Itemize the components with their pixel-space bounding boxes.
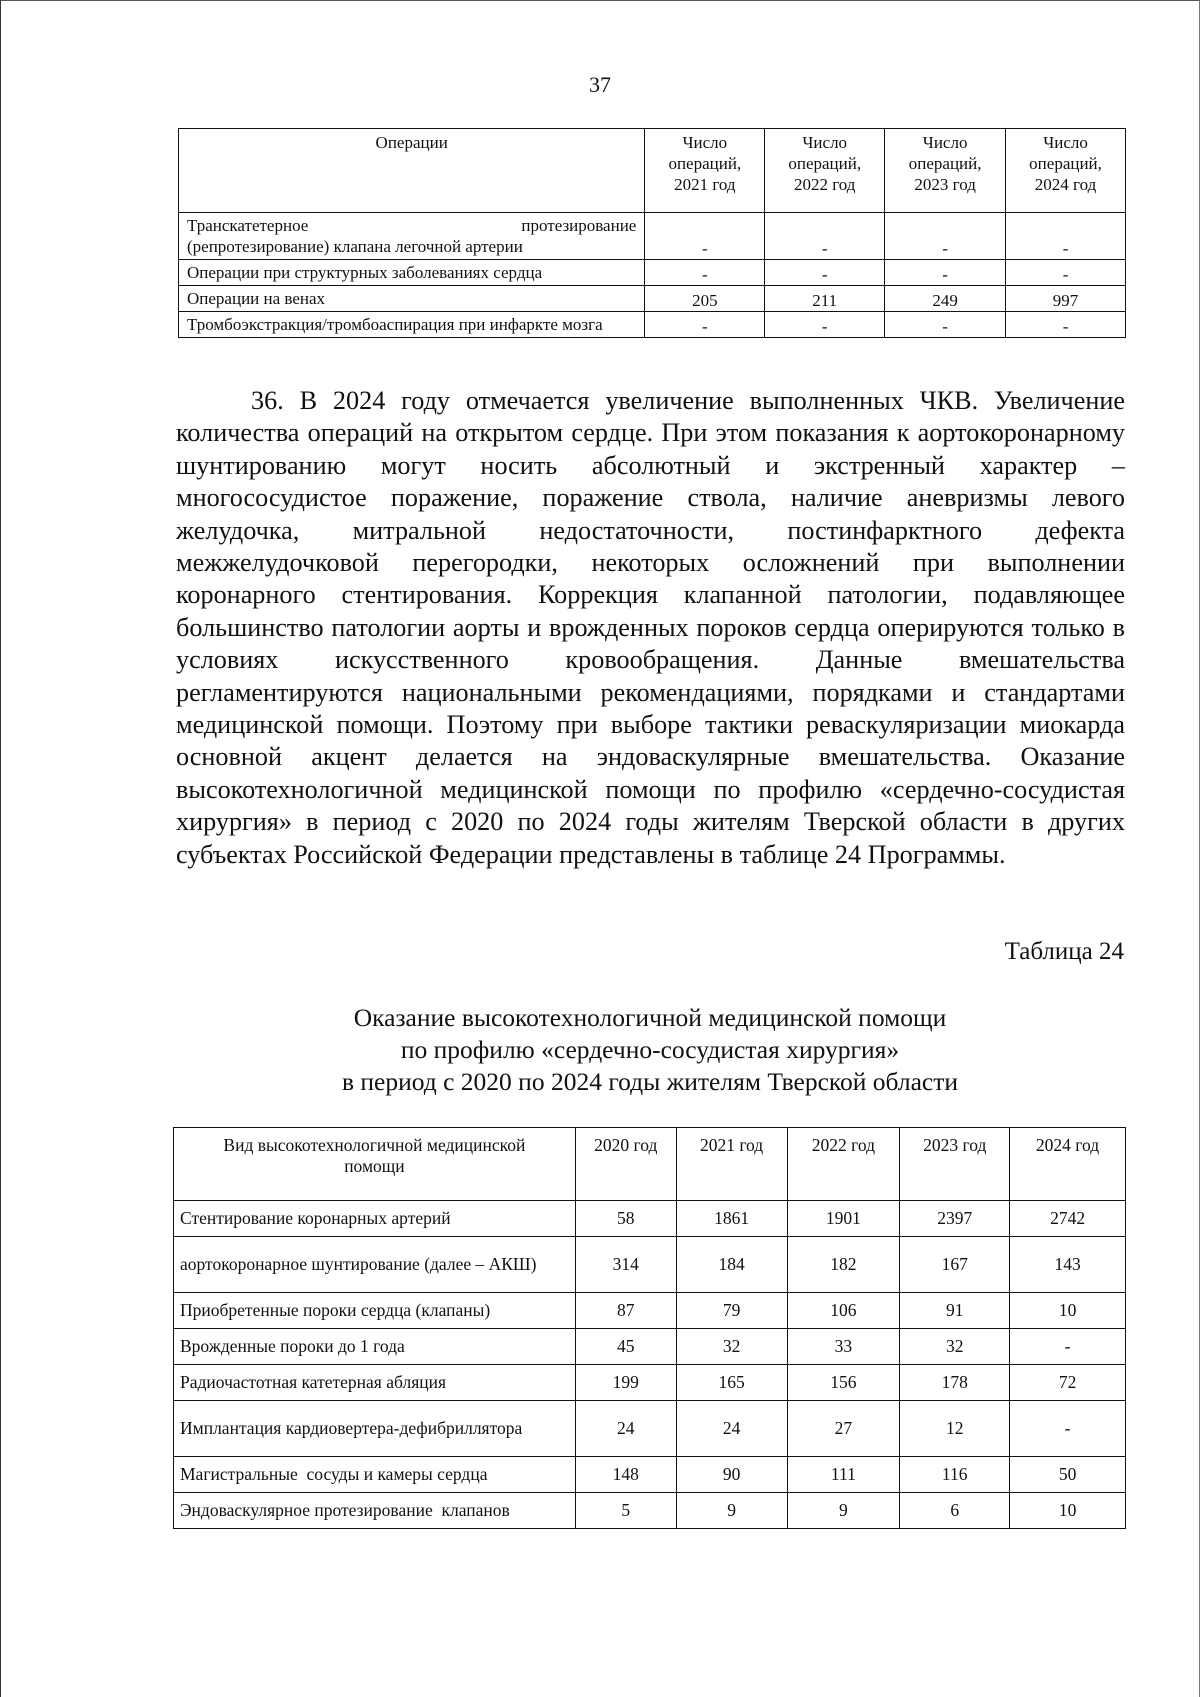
cell-value: 10 <box>1010 1493 1126 1529</box>
cell-value: - <box>1006 312 1126 338</box>
cell-value: 79 <box>676 1293 787 1329</box>
body-paragraph <box>176 385 1125 871</box>
cell-value: 33 <box>787 1329 900 1365</box>
table-row <box>179 312 1126 338</box>
caption-line: по профилю «сердечно-сосудистая хирургия» <box>400 1035 900 1064</box>
row-name: Стентирование коронарных артерий <box>174 1201 576 1237</box>
header-2021: 2021 год <box>676 1128 787 1201</box>
cell-value: 2742 <box>1010 1201 1126 1237</box>
cell-value: 165 <box>676 1365 787 1401</box>
header-2023: Число операций, 2023 год <box>885 129 1006 213</box>
row-name: Тромбоэкстракция/тромбоаспирация при инфаркте мозга <box>179 312 645 338</box>
operations-table <box>178 128 1126 338</box>
table-caption <box>0 1002 1200 1098</box>
table-row <box>179 260 1126 286</box>
cell-value: 156 <box>787 1365 900 1401</box>
cell-value: - <box>885 213 1006 260</box>
header-2022: Число операций, 2022 год <box>765 129 885 213</box>
row-name: Магистральные сосуды и камеры сердца <box>174 1457 576 1493</box>
cell-value: 184 <box>676 1237 787 1293</box>
row-name: аортокоронарное шунтирование (далее – АКШ) <box>174 1237 576 1293</box>
row-name: Радиочастотная катетерная абляция <box>174 1365 576 1401</box>
cell-value: - <box>1010 1329 1126 1365</box>
cell-value: 72 <box>1010 1365 1126 1401</box>
cell-value: - <box>645 312 765 338</box>
cell-value: 10 <box>1010 1293 1126 1329</box>
cell-value: - <box>1010 1401 1126 1457</box>
cell-value: 87 <box>575 1293 676 1329</box>
cell-value: 314 <box>575 1237 676 1293</box>
cell-value: - <box>765 312 885 338</box>
cell-value: 182 <box>787 1237 900 1293</box>
cell-value: 2397 <box>900 1201 1010 1237</box>
row-name: Операции при структурных заболеваниях сердца <box>179 260 645 286</box>
cell-value: 32 <box>900 1329 1010 1365</box>
table-row <box>179 213 1126 260</box>
header-2021: Число операций, 2021 год <box>645 129 765 213</box>
cell-value: - <box>1006 260 1126 286</box>
cell-value: - <box>1006 213 1126 260</box>
cell-value: 167 <box>900 1237 1010 1293</box>
table-row <box>174 1293 1126 1329</box>
cell-value: - <box>765 260 885 286</box>
cell-value: - <box>645 260 765 286</box>
cell-value: 12 <box>900 1401 1010 1457</box>
cell-value: 9 <box>787 1493 900 1529</box>
header-2023: 2023 год <box>900 1128 1010 1201</box>
header-care-type: Вид высокотехнологичной медицинской помощи <box>174 1128 576 1201</box>
cell-value: - <box>765 213 885 260</box>
cell-value: 211 <box>765 286 885 312</box>
hitech-care-table <box>173 1127 1126 1529</box>
cell-value: 143 <box>1010 1237 1126 1293</box>
paragraph-text: 36. В 2024 году отмечается увеличение выполненных ЧКВ. Увеличение количества операций на открытом сердце. При этом показания к аортокоронарному шунтированию могут носить абсолютный и экстренный характер – многососудистое поражение, поражение ствола, наличие аневризмы левого желудочка, митральной недостаточности, постинфарктного дефекта межжелудочковой перегородки, некоторых осложнений при выполнении коронарного стентирования. Коррекция клапанной патологии, подавляющее большинство патологии аорты и врожденных пороков сердца оперируются только в условиях искусственного кровообращения. Данные вмешательства регламентируются национальными рекомендациями, порядками и стандартами медицинской помощи. Поэтому при выборе тактики реваскуляризации миокарда основной акцент делается на эндоваскулярные вмешательства. Оказание высокотехнологичной медицинской помощи по профилю «сердечно-сосудистая хирургия» в период с 2020 по 2024 годы жителям Тверской области в других субъектах Российской Федерации представлены в таблице 24 Программы. <box>176 386 1125 869</box>
row-name <box>179 213 645 260</box>
cell-value: 148 <box>575 1457 676 1493</box>
table-header-row <box>174 1128 1126 1201</box>
cell-value: 106 <box>787 1293 900 1329</box>
cell-value: 199 <box>575 1365 676 1401</box>
cell-value: 24 <box>575 1401 676 1457</box>
cell-value: 997 <box>1006 286 1126 312</box>
cell-value: 111 <box>787 1457 900 1493</box>
table-header-row <box>179 129 1126 213</box>
cell-value: 1901 <box>787 1201 900 1237</box>
cell-value: - <box>645 213 765 260</box>
cell-value: 5 <box>575 1493 676 1529</box>
header-2022: 2022 год <box>787 1128 900 1201</box>
cell-value: 24 <box>676 1401 787 1457</box>
cell-value: 32 <box>676 1329 787 1365</box>
row-name: Операции на венах <box>179 286 645 312</box>
table-row <box>174 1457 1126 1493</box>
table-row <box>179 286 1126 312</box>
caption-line: в период с 2020 по 2024 годы жителям Тверской области <box>341 1067 959 1096</box>
cell-value: - <box>885 260 1006 286</box>
table-row <box>174 1401 1126 1457</box>
cell-value: 6 <box>900 1493 1010 1529</box>
header-operations: Операции <box>179 129 645 213</box>
table-row <box>174 1237 1126 1293</box>
header-2024: Число операций, 2024 год <box>1006 129 1126 213</box>
cell-value: 116 <box>900 1457 1010 1493</box>
cell-value: 178 <box>900 1365 1010 1401</box>
row-name: Имплантация кардиовертера-дефибриллятора <box>174 1401 576 1457</box>
cell-value: 249 <box>885 286 1006 312</box>
cell-value: 58 <box>575 1201 676 1237</box>
cell-value: 90 <box>676 1457 787 1493</box>
table-row <box>174 1493 1126 1529</box>
cell-value: - <box>885 312 1006 338</box>
cell-value: 1861 <box>676 1201 787 1237</box>
table-row <box>174 1329 1126 1365</box>
row-name: Приобретенные пороки сердца (клапаны) <box>174 1293 576 1329</box>
table-row <box>174 1365 1126 1401</box>
cell-value: 45 <box>575 1329 676 1365</box>
page-number: 37 <box>589 72 611 97</box>
row-name-part: протезирование <box>521 216 637 235</box>
row-name: Эндоваскулярное протезирование клапанов <box>174 1493 576 1529</box>
cell-value: 9 <box>676 1493 787 1529</box>
header-2020: 2020 год <box>575 1128 676 1201</box>
table-row <box>174 1201 1126 1237</box>
row-name-part: (репротезирование) клапана легочной артерии <box>187 237 523 256</box>
row-name-part: Транскатетерное <box>187 216 309 235</box>
caption-line: Оказание высокотехнологичной медицинской помощи <box>353 1003 947 1032</box>
row-name: Врожденные пороки до 1 года <box>174 1329 576 1365</box>
table-label: Таблица 24 <box>1004 938 1124 965</box>
cell-value: 91 <box>900 1293 1010 1329</box>
header-2024: 2024 год <box>1010 1128 1126 1201</box>
cell-value: 205 <box>645 286 765 312</box>
cell-value: 27 <box>787 1401 900 1457</box>
cell-value: 50 <box>1010 1457 1126 1493</box>
